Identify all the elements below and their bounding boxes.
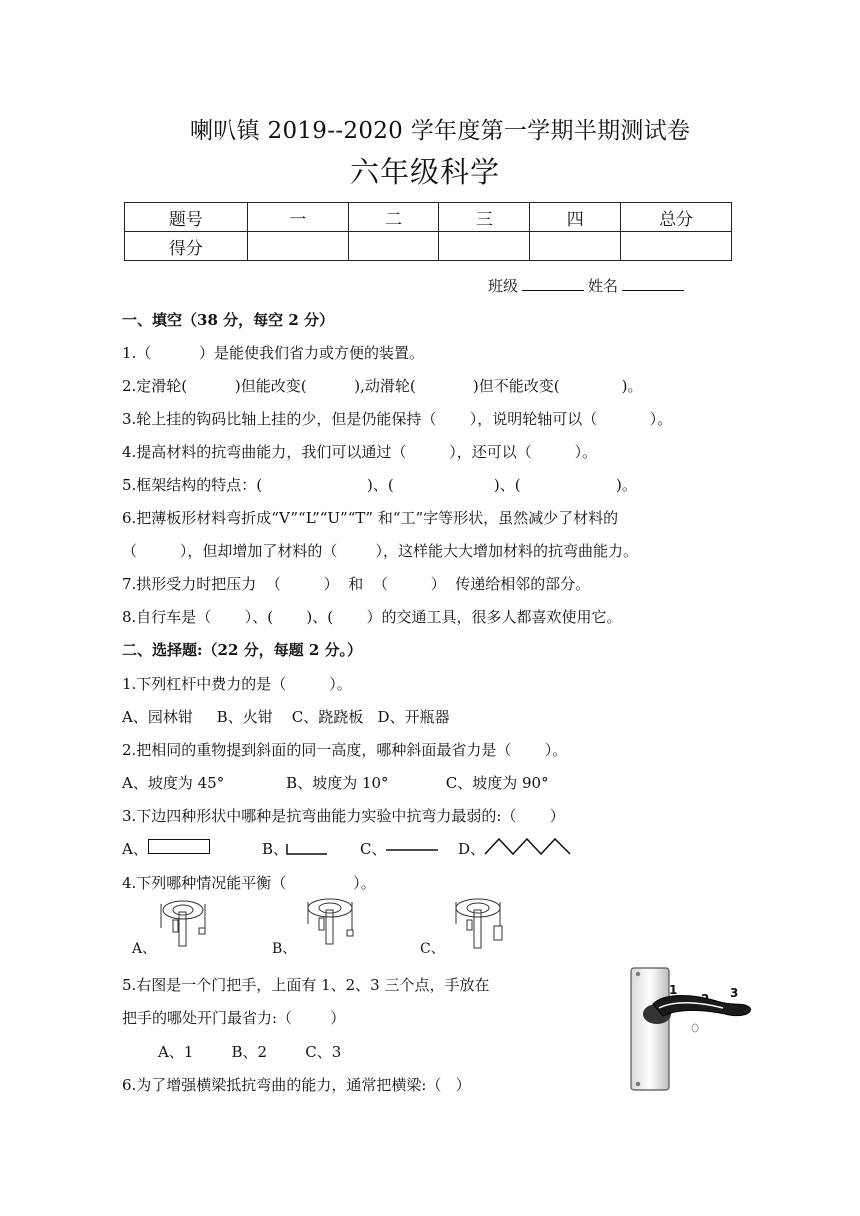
- score-cell-empty[interactable]: [530, 232, 621, 261]
- l-beam-shape-icon: [285, 842, 329, 856]
- fill-question: 1.（ ）是能使我们省力或方便的装置。: [122, 344, 424, 362]
- name-blank[interactable]: [622, 276, 684, 291]
- class-label: 班级: [488, 277, 519, 295]
- score-table-cell: 三: [439, 203, 530, 232]
- score-cell-empty[interactable]: [348, 232, 439, 261]
- flat-beam-shape-icon: [148, 839, 210, 854]
- choice-question-6: 6.为了增强横梁抵抗弯曲的能力，通常把横梁:（ ）: [122, 1076, 471, 1094]
- choice-question-4: 4.下列哪种情况能平衡（ ）。: [122, 874, 376, 892]
- wheel-axle-b-icon: [300, 896, 360, 946]
- wheel-axle-a-icon: [155, 898, 211, 948]
- choice-question-3: 3.下边四种形状中哪种是抗弯曲能力实验中抗弯力最弱的:（ ）: [122, 807, 565, 825]
- score-cell-empty[interactable]: [621, 232, 732, 261]
- option-c-label: C、: [360, 840, 387, 858]
- choice-question-5-continued: 把手的哪处开门最省力:（ ）: [122, 1009, 346, 1027]
- exam-title: 喇叭镇 2019--2020 学年度第一学期半期测试卷: [190, 118, 691, 144]
- fill-question: 2.定滑轮( )但能改变( ),动滑轮( )但不能改变( )。: [122, 377, 643, 395]
- section2-heading: 二、选择题:（22 分，每题 2 分。）: [122, 641, 363, 659]
- door-handle-icon: [625, 964, 760, 1094]
- fill-question: 8.自行车是（ ）、( )、( ）的交通工具，很多人都喜欢使用它。: [122, 608, 622, 626]
- handle-point-2: 2: [701, 992, 710, 1006]
- exam-subtitle: 六年级科学: [350, 155, 501, 189]
- wheel-axle-c-icon: [448, 896, 508, 950]
- name-label: 姓名: [588, 277, 619, 295]
- choice-options-2: A、坡度为 45° B、坡度为 10° C、坡度为 90°: [122, 774, 549, 792]
- score-cell-empty[interactable]: [439, 232, 530, 261]
- score-table: [124, 202, 732, 261]
- handle-point-1: 1: [669, 983, 678, 997]
- score-row-label: 得分: [125, 232, 248, 261]
- student-info: [488, 275, 688, 296]
- fill-question-continued: （ ），但却增加了材料的（ ），这样能大大增加材料的抗弯曲能力。: [122, 542, 639, 560]
- score-table-cell: 总分: [621, 203, 732, 232]
- choice-question-2: 2.把相同的重物提到斜面的同一高度，哪种斜面最省力是（ ）。: [122, 741, 568, 759]
- fill-question: 7.拱形受力时把压力 （ ） 和 （ ） 传递给相邻的部分。: [122, 575, 591, 593]
- section1-heading: 一、填空（38 分，每空 2 分）: [122, 311, 334, 329]
- handle-point-3: 3: [730, 986, 739, 1000]
- thin-plate-shape-icon: [385, 847, 439, 853]
- option-a-label: A、: [122, 840, 148, 858]
- score-table-cell: 二: [348, 203, 439, 232]
- option-a-label: A、: [132, 941, 157, 957]
- option-b-label: B、: [272, 941, 297, 957]
- option-b-label: B、: [262, 840, 289, 858]
- fill-question: 4.提高材料的抗弯曲能力，我们可以通过（ ），还可以（ ）。: [122, 443, 598, 461]
- option-d-label: D、: [458, 840, 486, 858]
- fill-question: 6.把薄板形材料弯折成“V”“L”“U”“T” 和“工”字等形状，虽然减少了材料的: [122, 509, 619, 527]
- score-table-header-row: [125, 203, 732, 232]
- score-table-cell: 题号: [125, 203, 248, 232]
- class-blank[interactable]: [522, 276, 584, 291]
- score-table-cell: 四: [530, 203, 621, 232]
- score-cell-empty[interactable]: [247, 232, 348, 261]
- fill-question: 5.框架结构的特点：( )、( )、( )。: [122, 476, 637, 494]
- score-table-cell: 一: [247, 203, 348, 232]
- choice-question-1: 1.下列杠杆中费力的是（ ）。: [122, 675, 352, 693]
- fill-question: 3.轮上挂的钩码比轴上挂的少，但是仍能保持（ ），说明轮轴可以（ ）。: [122, 410, 673, 428]
- choice-options-5: A、1 B、2 C、3: [158, 1043, 342, 1061]
- choice-question-5: 5.右图是一个门把手，上面有 1、2、3 三个点，手放在: [122, 976, 490, 994]
- zigzag-shape-icon: [484, 836, 572, 856]
- score-table-score-row: [125, 232, 732, 261]
- option-c-label: C、: [420, 941, 445, 957]
- choice-options-1: A、园林钳 B、火钳 C、跷跷板 D、开瓶器: [122, 708, 450, 726]
